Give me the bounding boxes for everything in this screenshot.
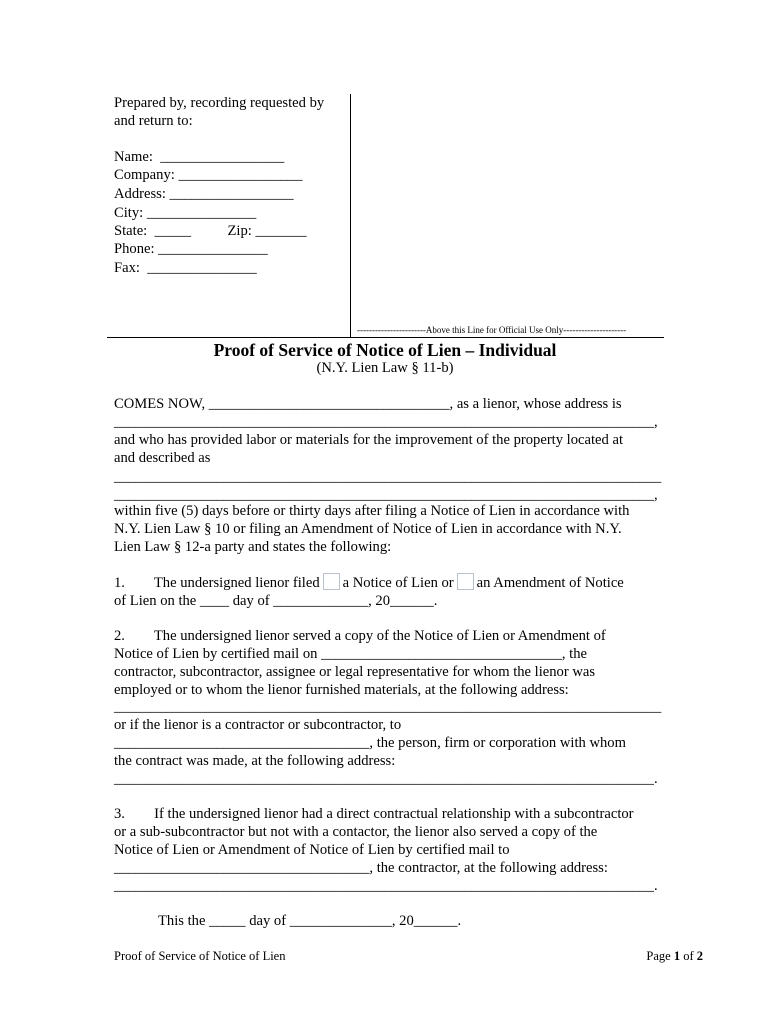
property-description-line-1[interactable]: ___________________________________________________________________________ <box>114 469 662 485</box>
item-1-text-a: The undersigned lienor filed <box>153 575 320 591</box>
item-1-line-1 <box>114 573 624 592</box>
comes-now-line-3: and who has provided labor or materials for the improvement of the property located at <box>114 432 623 448</box>
state-zip-field[interactable]: State: _____ Zip: _______ <box>114 223 307 239</box>
footer-title: Proof of Service of Notice of Lien <box>114 949 286 963</box>
item-3-address-line[interactable]: __________________________________________________________________________. <box>114 878 658 894</box>
item-2-number: 2. <box>114 628 125 644</box>
document-title: Proof of Service of Notice of Lien – Individual <box>213 340 557 360</box>
item-3-line-2: or a sub-subcontractor but not with a contactor, the lienor also served a copy of the <box>114 824 598 840</box>
item-1-number: 1. <box>114 575 125 591</box>
comes-now-line-8: N.Y. Lien Law § 10 or filing an Amendment of Notice of Lien in accordance with N.Y. <box>114 521 622 537</box>
phone-field[interactable]: Phone: _______________ <box>114 241 268 257</box>
notice-of-lien-checkbox[interactable] <box>323 573 340 590</box>
item-2-line-2[interactable]: Notice of Lien by certified mail on _________________________________, the <box>114 646 587 662</box>
date-line[interactable]: This the _____ day of ______________, 20______. <box>158 913 462 929</box>
item-2-line-7[interactable]: ___________________________________, the person, firm or corporation with whom <box>114 735 626 751</box>
item-2-line-1 <box>114 627 606 645</box>
comes-now-line-4: and described as <box>114 450 211 466</box>
page-total: 2 <box>696 949 703 963</box>
prepared-by-label: Prepared by, recording requested by <box>114 95 325 111</box>
official-use-line: -----------------------Above this Line for Official Use Only--------------------- <box>357 325 627 335</box>
fax-field[interactable]: Fax: _______________ <box>114 260 257 276</box>
item-3-line-4[interactable]: ___________________________________, the contractor, at the following address: <box>114 860 608 876</box>
company-field[interactable]: Company: _________________ <box>114 167 303 183</box>
item-2-line-4: employed or to whom the lienor furnished materials, at the following address: <box>114 682 569 698</box>
comes-now-line-9: Lien Law § 12-a party and states the following: <box>114 539 392 555</box>
item-2-line-8: the contract was made, at the following address: <box>114 753 396 769</box>
item-3-number: 3. <box>114 806 125 822</box>
item-3-line-3: Notice of Lien or Amendment of Notice of Lien by certified mail to <box>114 842 510 858</box>
comes-now-line-7: within five (5) days before or thirty days after filing a Notice of Lien in accordance with <box>114 503 630 519</box>
item-3-line-1 <box>114 805 634 823</box>
item-2-line-3: contractor, subcontractor, assignee or legal representative for whom the lienor was <box>114 664 596 680</box>
document-subtitle: (N.Y. Lien Law § 11-b) <box>316 360 454 376</box>
item-1-line-2[interactable]: of Lien on the ____ day of _____________, 20______. <box>114 593 438 609</box>
name-field[interactable]: Name: _________________ <box>114 149 285 165</box>
page-prefix: Page <box>646 949 674 963</box>
city-field[interactable]: City: _______________ <box>114 205 257 221</box>
item-2-address-line-2[interactable]: __________________________________________________________________________. <box>114 771 658 787</box>
item-2-line-6: or if the lienor is a contractor or subcontractor, to <box>114 717 402 733</box>
page-current: 1 <box>673 949 681 963</box>
header-divider-vertical <box>350 94 351 338</box>
address-field[interactable]: Address: _________________ <box>114 186 294 202</box>
item-2-text-1: The undersigned lienor served a copy of the Notice of Lien or Amendment of <box>153 628 606 644</box>
item-1-text-c: an Amendment of Notice <box>476 575 624 591</box>
property-description-line-2[interactable]: __________________________________________________________________________, <box>114 487 658 503</box>
return-to-label: and return to: <box>114 113 193 129</box>
amendment-checkbox[interactable] <box>457 573 474 590</box>
comes-now-line-2[interactable]: __________________________________________________________________________, <box>114 414 658 430</box>
header-divider-horizontal <box>107 337 664 338</box>
comes-now-line-1[interactable]: COMES NOW, _________________________________, as a lienor, whose address is <box>114 396 622 412</box>
item-3-text-1: If the undersigned lienor had a direct contractual relationship with a subcontractor <box>154 806 634 822</box>
item-2-address-line[interactable]: ___________________________________________________________________________ <box>114 699 662 715</box>
page-number <box>646 949 703 963</box>
item-1-text-b: a Notice of Lien or <box>342 575 454 591</box>
page-of: of <box>680 949 697 963</box>
